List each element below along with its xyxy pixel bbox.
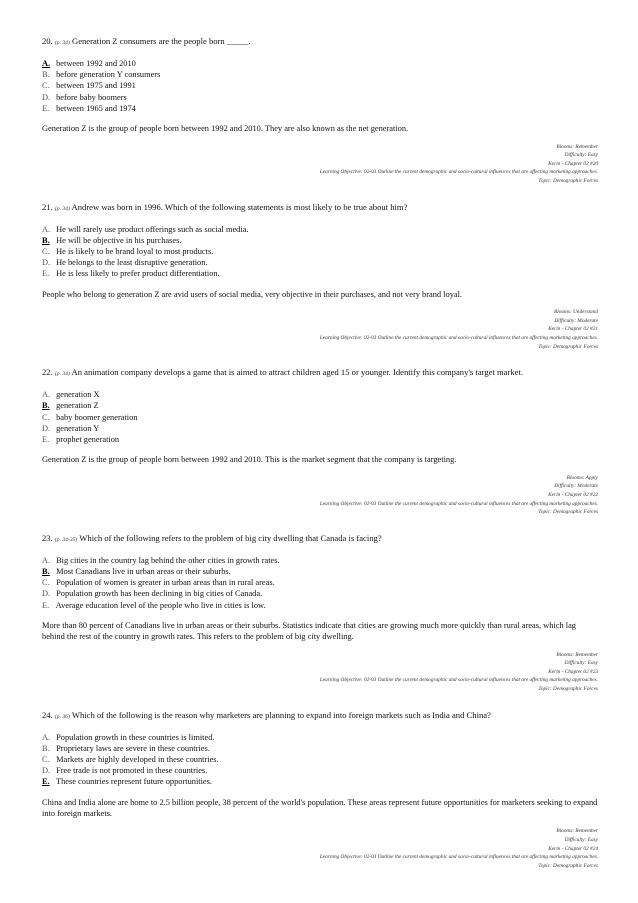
answer-option [42, 754, 598, 765]
page-reference: (p. 34) [54, 40, 70, 46]
option-text: between 1975 and 1991 [56, 81, 136, 91]
option-text: generation X [56, 390, 100, 400]
metadata-line: Kerin - Chapter 02 #22 [548, 491, 598, 498]
answer-option [42, 412, 598, 423]
answer-option [42, 600, 598, 611]
question-block [42, 710, 598, 871]
option-letter: A. [42, 390, 51, 400]
option-letter: D. [42, 258, 51, 268]
question-text: Generation Z consumers are the people born _____. [71, 36, 251, 46]
question-text: Which of the following is the reason why marketers are planning to expand into foreign markets such as India and China? [71, 709, 491, 720]
answer-option [42, 765, 598, 776]
option-text: Population of women is greater in urban areas than in rural areas. [56, 578, 275, 588]
correct-answer-letter: B. [42, 566, 50, 576]
option-letter: D. [42, 423, 51, 433]
option-text: Most Canadians live in urban areas or their suburbs. [56, 566, 231, 576]
option-letter: B. [42, 70, 50, 80]
option-letter: C. [42, 246, 50, 256]
question-metadata [42, 474, 598, 517]
answer-option [42, 555, 598, 566]
question-block [42, 202, 598, 352]
option-letter: E. [42, 103, 50, 113]
question-metadata [42, 651, 598, 694]
option-text: generation Y [56, 423, 100, 433]
answer-options [42, 389, 598, 445]
document-page [42, 36, 598, 870]
metadata-line: Topic: Demographic Forces [538, 685, 598, 692]
option-text: between 1965 and 1974 [56, 103, 136, 113]
metadata-line: Kerin - Chapter 02 #24 [548, 845, 598, 852]
metadata-line: Topic: Demographic Forces [538, 509, 598, 516]
question-stem [42, 710, 598, 723]
answer-option [42, 58, 598, 69]
metadata-line: Learning Objective: 02-03 Outline the current demographic and socio-cultural influences that are affecting marketing approaches. [319, 854, 598, 861]
option-letter: A. [42, 224, 51, 234]
metadata-line: Learning Objective: 02-03 Outline the current demographic and socio-cultural influences that are affecting marketing approaches. [319, 500, 598, 507]
question-number: 21. [42, 201, 53, 212]
option-text: Big cities in the country lag behind the other cities in growth rates. [56, 555, 280, 565]
question-block [42, 36, 598, 186]
answer-option [42, 776, 598, 787]
page-reference: (p. 34) [54, 371, 70, 378]
answer-option [42, 103, 598, 114]
metadata-line: Learning Objective: 02-03 Outline the current demographic and socio-cultural influences that are affecting marketing approaches. [319, 169, 598, 176]
option-letter: E. [42, 600, 50, 610]
option-letter: C. [42, 81, 50, 91]
answer-option [42, 235, 598, 246]
page-reference: (p. 34) [54, 205, 70, 212]
option-text: He belongs to the least disruptive generation. [56, 258, 208, 268]
question-metadata [42, 143, 598, 186]
question-number: 24. [42, 709, 53, 720]
answer-explanation: Generation Z is the group of people born between 1992 and 2010. They are also known as the net generation. [42, 124, 409, 134]
metadata-line: Kerin - Chapter 02 #21 [548, 326, 598, 333]
option-letter: E. [42, 434, 50, 444]
option-text: Population growth in these countries is limited. [56, 732, 215, 742]
option-letter: A. [42, 732, 51, 742]
option-letter: C. [42, 754, 50, 764]
metadata-line: Blooms: Understand [554, 309, 598, 316]
question-stem [42, 367, 598, 380]
answer-options [42, 58, 598, 114]
option-text: Free trade is not promoted in these countries. [56, 766, 208, 776]
metadata-line: Topic: Demographic Forces [538, 343, 598, 350]
page-reference: (p. 36) [54, 713, 70, 720]
metadata-line: Difficulty: Easy [564, 152, 598, 159]
question-text: Which of the following refers to the problem of big city dwelling that Canada is facing? [79, 532, 382, 543]
metadata-line: Difficulty: Moderate [554, 483, 598, 490]
answer-option [42, 389, 598, 400]
option-letter: D. [42, 766, 51, 776]
option-letter: C. [42, 578, 50, 588]
option-letter: B. [42, 743, 50, 753]
answer-option [42, 80, 598, 91]
correct-answer-letter: B. [42, 401, 50, 411]
option-text: generation Z [56, 401, 99, 411]
correct-answer-letter: A. [42, 59, 51, 68]
option-text: Markets are highly developed in these countries. [56, 754, 219, 764]
option-letter: C. [42, 412, 50, 422]
metadata-line: Topic: Demographic Forces [538, 862, 598, 869]
answer-options [42, 224, 598, 280]
option-text: He will be objective in his purchases. [56, 235, 182, 245]
option-text: before baby boomers [56, 92, 127, 102]
answer-option [42, 423, 598, 434]
option-letter: D. [42, 92, 51, 102]
metadata-line: Learning Objective: 02-03 Outline the current demographic and socio-cultural influences that are affecting marketing approaches. [319, 677, 598, 684]
question-stem [42, 533, 598, 546]
metadata-line: Difficulty: Easy [564, 836, 598, 843]
metadata-line: Blooms: Remember [556, 651, 598, 658]
answer-explanation: China and India alone are home to 2.5 billion people, 38 percent of the world's population. These areas represent future opportunities for marketers seeking to expand into foreign markets. [42, 797, 598, 818]
question-text: Andrew was born in 1996. Which of the following statements is most likely to be true about him? [71, 201, 408, 212]
answer-option [42, 257, 598, 268]
question-number: 23. [42, 532, 53, 543]
option-text: He is less likely to prefer product differentiation. [56, 269, 220, 279]
answer-options [42, 732, 598, 788]
option-text: prophet generation [56, 434, 120, 444]
metadata-line: Blooms: Remember [556, 143, 598, 150]
metadata-line: Blooms: Remember [556, 828, 598, 835]
option-text: Proprietary laws are severe in these countries. [56, 743, 210, 753]
answer-option [42, 400, 598, 411]
answer-option [42, 588, 598, 599]
metadata-line: Kerin - Chapter 02 #20 [548, 160, 598, 167]
page-reference: (p. 34-35) [54, 536, 78, 543]
answer-option [42, 268, 598, 279]
answer-explanation: Generation Z is the group of people born between 1992 and 2010. This is the market segment that the company is targeting. [42, 455, 457, 465]
answer-explanation: More than 80 percent of Canadians live in urban areas or their suburbs. Statistics indicate that cities are growing much more quickly than rural areas, which lag behind the rest of the country in growth rates. This refers to the problem of big city dwelling. [42, 620, 576, 641]
metadata-line: Difficulty: Easy [564, 660, 598, 667]
correct-answer-letter: B. [42, 235, 50, 245]
answer-option [42, 69, 598, 80]
option-text: between 1992 and 2010 [56, 59, 136, 68]
question-metadata [42, 308, 598, 351]
option-letter: A. [42, 555, 51, 565]
answer-option [42, 732, 598, 743]
option-text: These countries represent future opportunities. [55, 777, 213, 787]
option-text: before generation Y consumers [56, 70, 161, 80]
option-letter: E. [42, 269, 50, 279]
question-block [42, 367, 598, 517]
question-metadata [42, 827, 598, 870]
question-number: 22. [42, 367, 53, 378]
option-text: baby boomer generation [56, 412, 138, 422]
answer-option [42, 577, 598, 588]
answer-option [42, 224, 598, 235]
correct-answer-letter: E. [42, 777, 50, 787]
metadata-line: Kerin - Chapter 02 #23 [548, 668, 598, 675]
metadata-line: Learning Objective: 02-03 Outline the current demographic and socio-cultural influences that are affecting marketing approaches. [319, 334, 598, 341]
metadata-line: Difficulty: Moderate [554, 317, 598, 324]
option-text: Average education level of the people who live in cities is low. [55, 600, 266, 610]
answer-option [42, 92, 598, 103]
question-number: 20. [42, 36, 53, 46]
answer-explanation: People who belong to generation Z are avid users of social media, very objective in their purchases, and not very brand loyal. [42, 289, 463, 299]
answer-option [42, 566, 598, 577]
question-stem [42, 202, 598, 215]
option-text: He will rarely use product offerings such as social media. [56, 224, 249, 234]
answer-option [42, 743, 598, 754]
metadata-line: Blooms: Apply [566, 474, 598, 481]
option-text: Population growth has been declining in big cities of Canada. [56, 589, 263, 599]
question-block [42, 533, 598, 694]
answer-option [42, 246, 598, 257]
answer-options [42, 555, 598, 611]
question-stem [42, 36, 598, 49]
metadata-line: Topic: Demographic Forces [538, 177, 598, 184]
option-text: He is likely to be brand loyal to most products. [56, 246, 214, 256]
answer-option [42, 434, 598, 445]
option-letter: D. [42, 589, 51, 599]
question-text: An animation company develops a game that is aimed to attract children aged 15 or younger. Identify this company's target market. [71, 367, 523, 378]
